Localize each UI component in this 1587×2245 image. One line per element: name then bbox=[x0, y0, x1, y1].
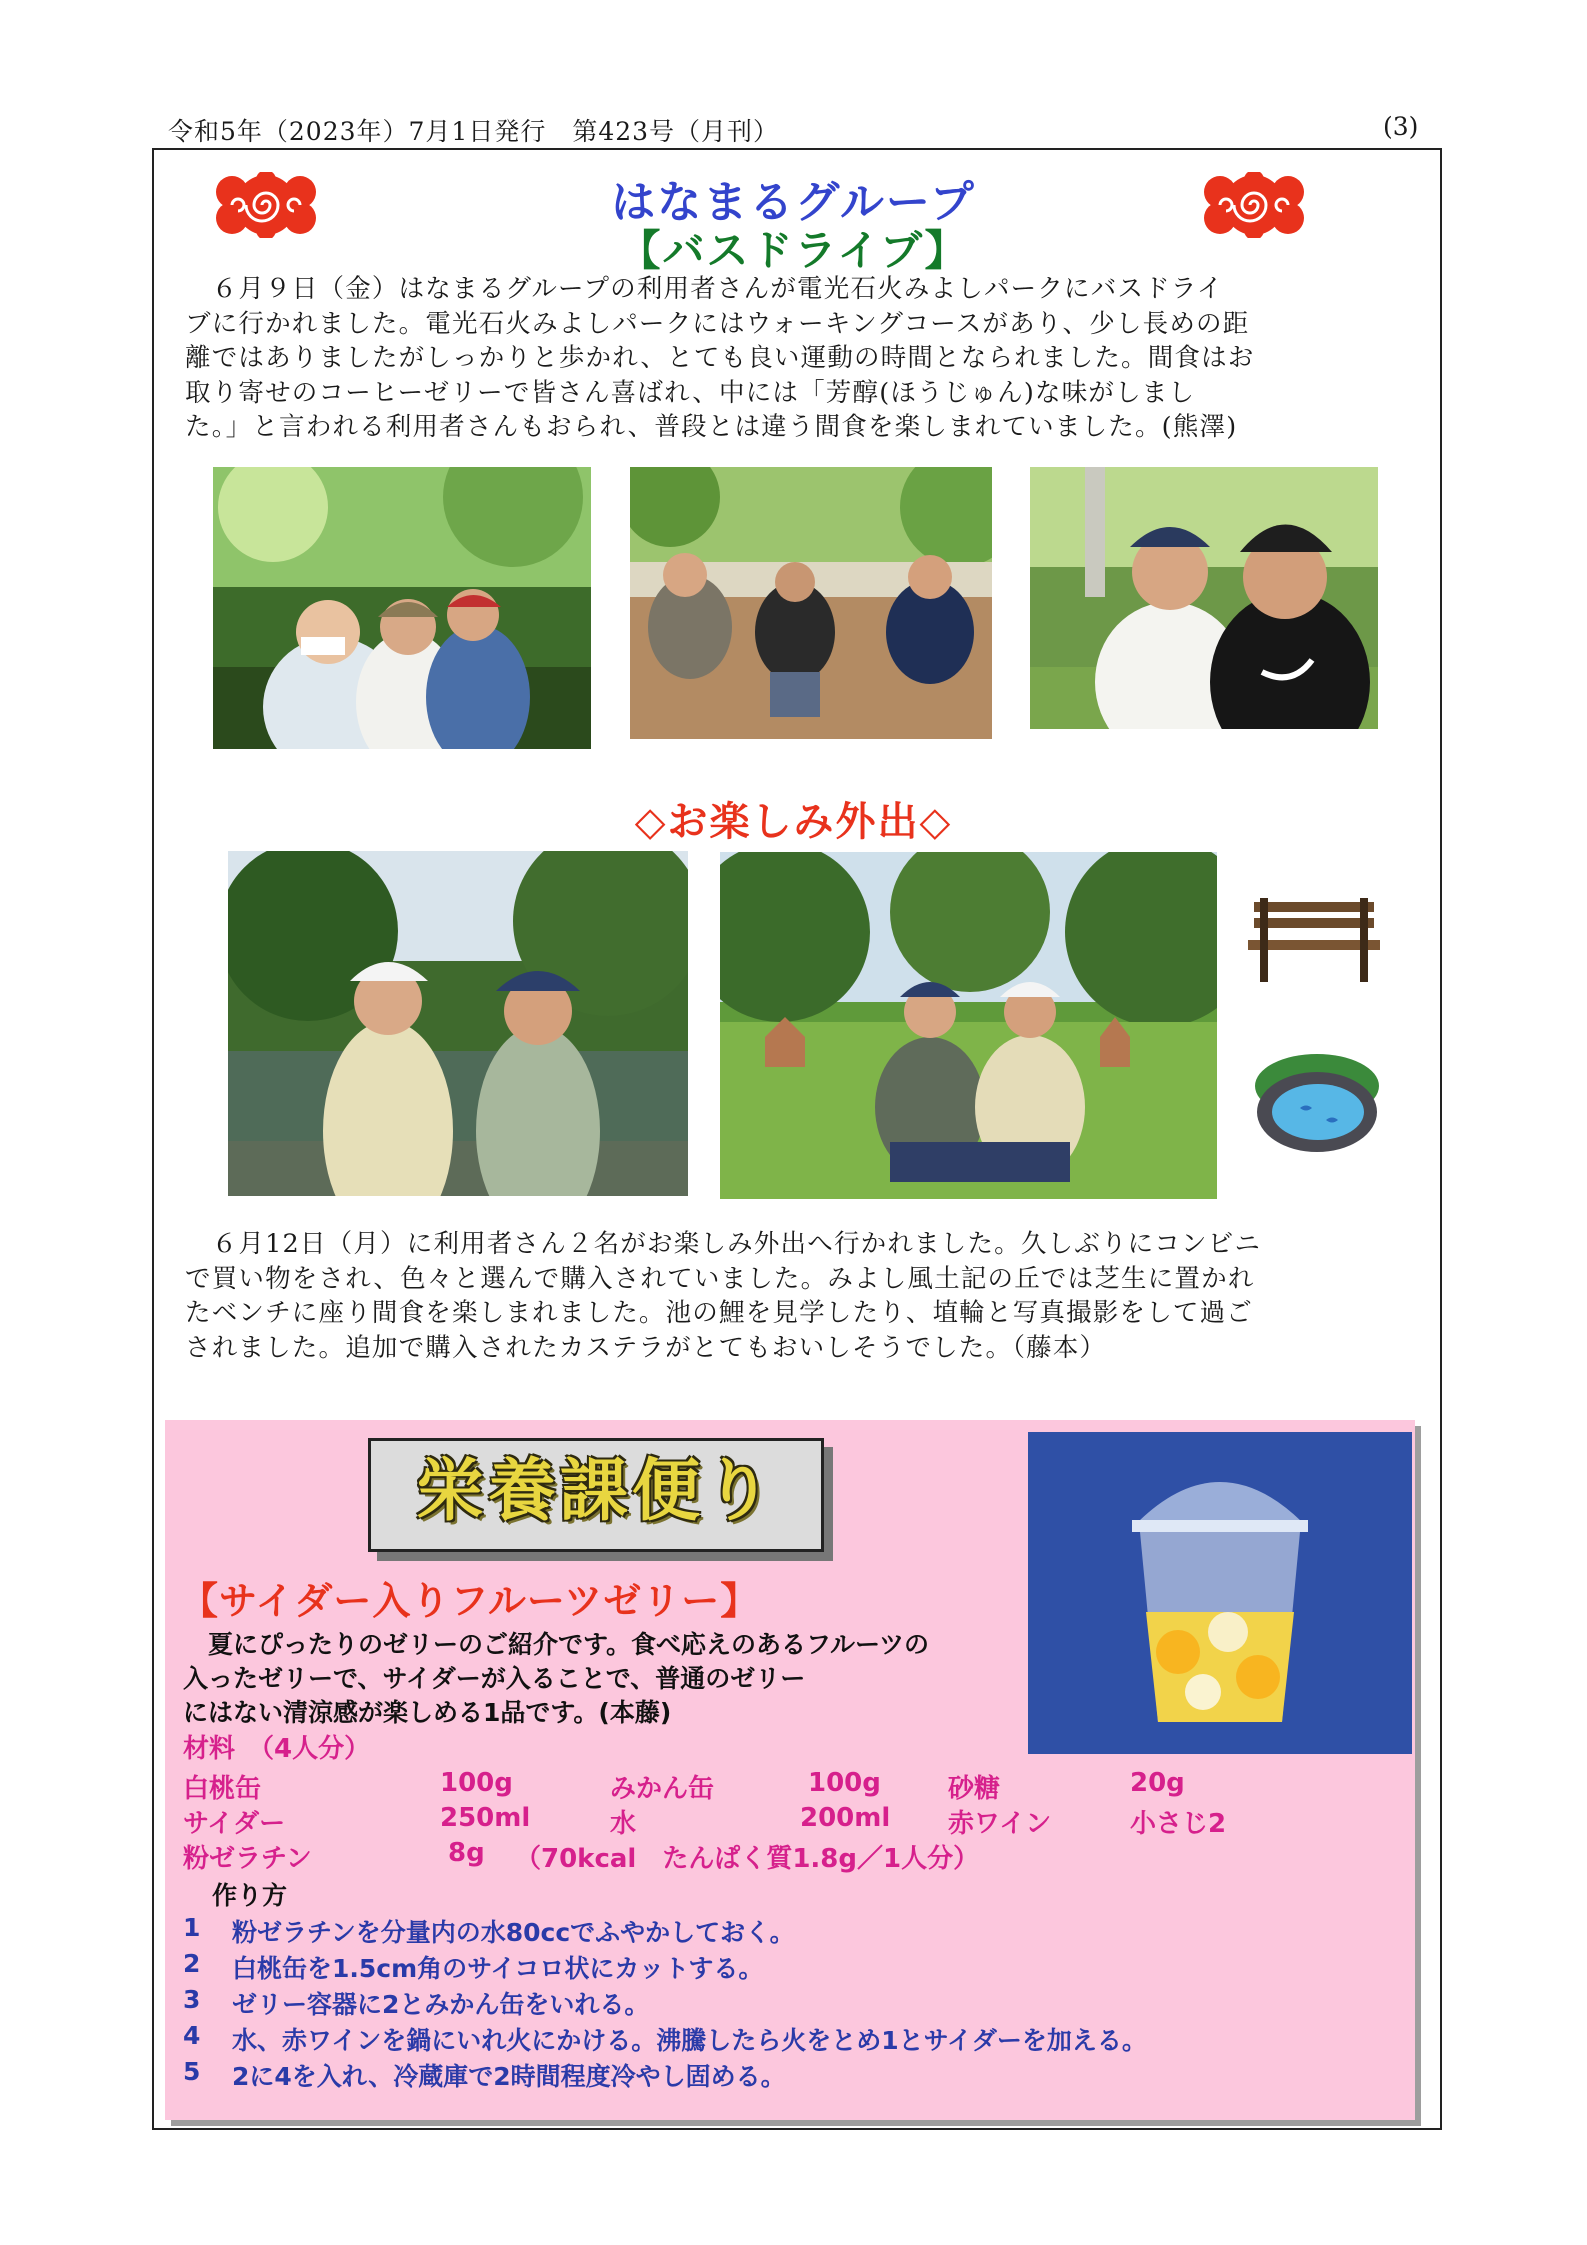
event-title: 【バスドライブ】 bbox=[618, 226, 969, 275]
article-line: たベンチに座り間食を楽しまれました。池の鯉を見学したり、埴輪と写真撮影をして過ご bbox=[185, 1298, 1254, 1328]
materials-label: 材料 （4人分） bbox=[183, 1734, 371, 1764]
photo-two-men-haniwa bbox=[720, 852, 1217, 1199]
ingredient-name: 水 bbox=[610, 1809, 637, 1839]
outing-title: ◇お楽しみ外出◇ bbox=[634, 799, 953, 845]
article-line: ブに行かれました。電光石火みよしパークにはウォーキングコースがあり、少し長めの距 bbox=[185, 308, 1250, 339]
step-number: 1 bbox=[183, 1913, 201, 1942]
article-line: 取り寄せのコーヒーゼリーで皆さん喜ばれ、中には「芳醇(ほうじゅん)な味がしまし bbox=[185, 377, 1196, 408]
ingredient-amount: 250ml bbox=[440, 1803, 531, 1833]
ingredient-name: みかん缶 bbox=[610, 1774, 715, 1804]
ingredient-name: 赤ワイン bbox=[948, 1809, 1052, 1839]
ingredient-amount: 8g bbox=[448, 1838, 485, 1868]
recipe-intro-line: 入ったゼリーで、サイダーが入ることで、普通のゼリー bbox=[183, 1664, 806, 1693]
group-title: はなまるグループ bbox=[611, 177, 976, 228]
step-text: ゼリー容器に2とみかん缶をいれる。 bbox=[232, 1990, 650, 2019]
article-line: ６月12日（月）に利用者さん２名がお楽しみ外出へ行かれました。久しぶりにコンビニ bbox=[185, 1229, 1262, 1259]
step-number: 5 bbox=[183, 2057, 201, 2086]
article-line: 離ではありましたがしっかりと歩かれ、とても良い運動の時間となられました。間食はお bbox=[185, 343, 1255, 373]
photo-three-crouching bbox=[630, 467, 992, 739]
article-line: ６月９日（金）はなまるグループの利用者さんが電光石火みよしパークにバスドライ bbox=[185, 274, 1224, 304]
page-number: (3) bbox=[1383, 112, 1419, 141]
recipe-intro-line: 夏にぴったりのゼリーのご紹介です。食べ応えのあるフルーツの bbox=[183, 1630, 930, 1659]
step-number: 2 bbox=[183, 1949, 201, 1978]
ingredient-name: 白桃缶 bbox=[183, 1774, 262, 1804]
nutrition-badge: 栄養課便り bbox=[415, 1452, 776, 1531]
photo-two-men-garden bbox=[228, 851, 688, 1196]
step-text: 水、赤ワインを鍋にいれ火にかける。沸騰したら火をとめ1とサイダーを加える。 bbox=[232, 2026, 1147, 2055]
ingredient-name: 砂糖 bbox=[948, 1774, 1001, 1804]
ingredient-amount: 100g bbox=[808, 1768, 881, 1798]
article-line: で買い物をされ、色々と選んで購入されていました。みよし風土記の丘では芝生に置かれ bbox=[185, 1263, 1255, 1294]
bus-drive-article bbox=[185, 272, 1405, 445]
article-line: されました。追加で購入されたカステラがとてもおいしそうでした。（藤本） bbox=[185, 1332, 1107, 1363]
step-text: 粉ゼラチンを分量内の水80ccでふやかしておく。 bbox=[232, 1918, 795, 1947]
recipe-intro-line: にはない清涼感が楽しめる1品です。(本藤) bbox=[183, 1698, 672, 1727]
ingredient-amount: 200ml bbox=[800, 1803, 891, 1833]
recipe-title: 【サイダー入りフルーツゼリー】 bbox=[180, 1579, 760, 1623]
ingredient-name: サイダー bbox=[183, 1809, 286, 1839]
step-text: 白桃缶を1.5cm角のサイコロ状にカットする。 bbox=[232, 1954, 764, 1983]
outing-article bbox=[185, 1227, 1405, 1365]
photo-group-peace-sign bbox=[213, 467, 591, 749]
step-number: 4 bbox=[183, 2021, 201, 2050]
ingredient-name: 粉ゼラチン bbox=[183, 1844, 312, 1874]
method-label: 作り方 bbox=[212, 1881, 288, 1910]
bench-icon bbox=[1248, 898, 1380, 982]
ingredient-amount: 20g bbox=[1130, 1768, 1185, 1798]
article-line: た。」と言われる利用者さんもおられ、普段とは違う間食を楽しまれていました。(熊澤) bbox=[185, 412, 1238, 442]
pond-icon bbox=[1252, 1046, 1382, 1158]
ingredient-amount: 100g bbox=[440, 1768, 513, 1798]
ingredient-amount: 小さじ2 bbox=[1130, 1809, 1227, 1839]
step-number: 3 bbox=[183, 1985, 201, 2014]
step-text: 2に4を入れ、冷蔵庫で2時間程度冷やし固める。 bbox=[232, 2062, 786, 2091]
photo-two-men-selfie bbox=[1030, 467, 1378, 729]
photo-jelly-cup bbox=[1028, 1432, 1412, 1754]
nutrition-note: （70kcal たんぱく質1.8g／1人分） bbox=[515, 1844, 980, 1874]
issue-info: 令和5年（2023年）7月1日発行 第423号（月刊） bbox=[168, 117, 780, 146]
